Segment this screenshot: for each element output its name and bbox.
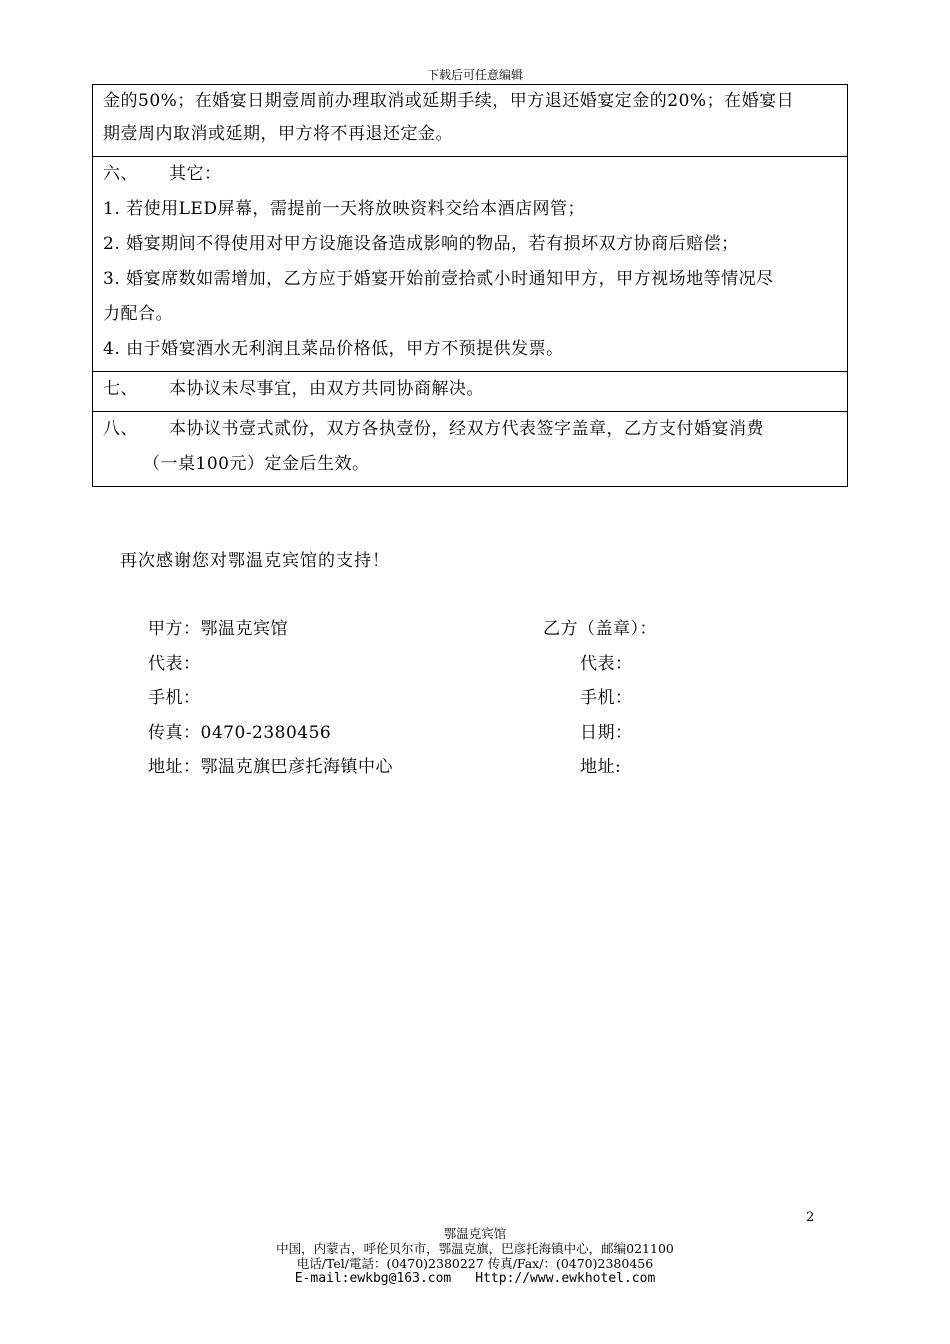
clause-item: 力配合。 — [103, 304, 173, 324]
clause-item: 3. 婚宴席数如需增加，乙方应于婚宴开始前壹拾贰小时通知甲方，甲方视场地等情况尽 — [103, 269, 774, 289]
party-a-rep: 代表： — [148, 653, 201, 674]
party-b-date: 日期： — [580, 722, 633, 743]
footer-website: Http://www.ewkhotel.com — [475, 1271, 656, 1286]
clause-item: 4. 由于婚宴酒水无利润且菜品价格低，甲方不预提供发票。 — [103, 339, 564, 359]
party-b-address: 地址: — [580, 757, 622, 777]
party-b-name: 乙方（盖章）： — [543, 619, 657, 639]
clause-six-other — [93, 156, 847, 371]
clause-number: 七、 — [103, 379, 138, 399]
footer-email: E-mail:ewkbg@163.com — [294, 1271, 452, 1286]
party-a-signature-block — [148, 612, 393, 785]
thanks-message: 再次感谢您对鄂温克宾馆的支持！ — [120, 551, 390, 571]
party-a-mobile: 手机： — [148, 688, 201, 708]
clause-text-line: 金的50%；在婚宴日期壹周前办理取消或延期手续，甲方退还婚宴定金的20%；在婚宴日 — [103, 91, 795, 111]
footer-phone: 电话/Tel/電話：(0470)2380227 传真/Fax/：(0470)2380456 — [296, 1256, 654, 1271]
clause-title: 本协议书壹式贰份，双方各执壹份，经双方代表签字盖章，乙方支付婚宴消费 — [169, 419, 764, 439]
clause-item: 2. 婚宴期间不得使用对甲方设施设备造成影响的物品，若有损坏双方协商后赔偿； — [103, 234, 739, 254]
party-a-address: 地址：鄂温克旗巴彦托海镇中心 — [148, 757, 393, 777]
clause-continuation: （一桌100元）定金后生效。 — [143, 454, 370, 474]
party-b-mobile: 手机： — [580, 688, 633, 708]
clause-heading — [103, 157, 837, 192]
clause-five-continued — [93, 85, 847, 156]
page-number: 2 — [806, 1210, 815, 1225]
page-footer — [0, 1226, 950, 1286]
clause-number: 六、 — [103, 164, 138, 184]
footer-org: 鄂温克宾馆 — [443, 1226, 507, 1241]
party-a-fax: 传真：0470-2380456 — [148, 722, 332, 743]
clause-title: 其它： — [169, 164, 222, 184]
clause-number: 八、 — [103, 419, 138, 439]
clause-heading — [103, 412, 837, 447]
clause-text-line: 期壹周内取消或延期，甲方将不再退还定金。 — [103, 124, 453, 144]
clause-item: 1. 若使用LED屏幕，需提前一天将放映资料交给本酒店网管； — [103, 199, 585, 219]
clause-seven — [93, 371, 847, 411]
clause-heading — [103, 372, 837, 407]
party-b-rep: 代表： — [580, 653, 633, 674]
clause-eight — [93, 411, 847, 486]
footer-contact — [0, 1271, 950, 1286]
header-note: 下载后可任意编辑 — [426, 68, 523, 82]
clause-title: 本协议未尽事宜，由双方共同协商解决。 — [169, 379, 484, 399]
contract-terms-table — [92, 84, 848, 487]
footer-address: 中国，内蒙古，呼伦贝尔市，鄂温克旗，巴彦托海镇中心，邮编021100 — [276, 1241, 674, 1256]
party-b-signature-block — [543, 612, 657, 785]
party-a-name: 甲方：鄂温克宾馆 — [148, 619, 288, 639]
